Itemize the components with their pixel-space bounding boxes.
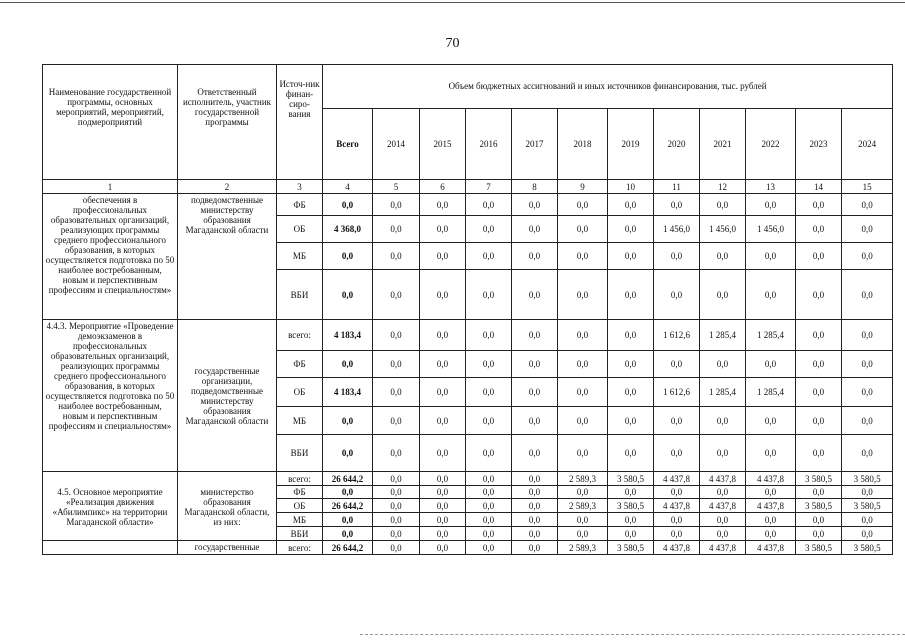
value-cell: 0,0 [842,194,893,216]
value-cell: 0,0 [654,270,700,320]
page-number: 70 [445,36,460,51]
source-cell: МБ [277,513,323,527]
value-cell: 0,0 [373,541,420,555]
value-cell: 3 580,5 [796,541,842,555]
value-cell: 0,0 [796,243,842,270]
value-cell: 0,0 [373,486,420,499]
value-cell: 0,0 [558,243,608,270]
value-cell: 0,0 [512,351,558,378]
value-cell: 4 437,8 [746,541,796,555]
value-cell: 0,0 [420,407,466,435]
value-cell: 2 589,3 [558,472,608,486]
total-cell: 0,0 [323,435,373,472]
total-cell: 26 644,2 [323,541,373,555]
value-cell: 3 580,5 [608,499,654,513]
value-cell: 0,0 [512,243,558,270]
value-cell: 0,0 [512,270,558,320]
value-cell: 0,0 [700,243,746,270]
total-cell: 0,0 [323,270,373,320]
executor-cell: государственные организации, подведомственные министерству образования Магаданской области [178,320,277,472]
value-cell: 3 580,5 [608,472,654,486]
value-cell: 0,0 [466,216,512,243]
value-cell: 0,0 [466,499,512,513]
value-cell: 0,0 [608,407,654,435]
value-cell: 0,0 [466,320,512,351]
top-rule [0,2,905,3]
bottom-rule [360,634,905,635]
source-cell: всего: [277,320,323,351]
value-cell: 0,0 [654,513,700,527]
header-year: 2023 [796,108,842,179]
total-cell: 0,0 [323,351,373,378]
value-cell: 0,0 [373,378,420,407]
value-cell: 0,0 [654,407,700,435]
value-cell: 0,0 [608,194,654,216]
value-cell: 0,0 [466,351,512,378]
value-cell: 0,0 [746,527,796,541]
value-cell: 0,0 [420,194,466,216]
total-cell: 4 368,0 [323,216,373,243]
column-number-row [43,180,893,194]
value-cell: 0,0 [373,216,420,243]
value-cell: 0,0 [420,541,466,555]
value-cell: 0,0 [796,407,842,435]
value-cell: 0,0 [466,243,512,270]
value-cell: 0,0 [373,243,420,270]
value-cell: 0,0 [654,527,700,541]
value-cell: 0,0 [654,486,700,499]
value-cell: 1 612,6 [654,320,700,351]
value-cell: 0,0 [796,513,842,527]
column-number: 10 [608,180,654,194]
value-cell: 0,0 [608,378,654,407]
column-number: 7 [466,180,512,194]
value-cell: 0,0 [746,435,796,472]
value-cell: 0,0 [466,486,512,499]
column-number: 12 [700,180,746,194]
header-year: 2024 [842,108,893,179]
value-cell: 0,0 [420,320,466,351]
value-cell: 0,0 [654,435,700,472]
value-cell: 1 456,0 [746,216,796,243]
value-cell: 0,0 [796,527,842,541]
value-cell: 0,0 [842,527,893,541]
value-cell: 0,0 [608,216,654,243]
source-cell: ФБ [277,486,323,499]
value-cell: 0,0 [746,194,796,216]
value-cell: 0,0 [373,513,420,527]
header-year: 2018 [558,108,608,179]
value-cell: 0,0 [842,378,893,407]
header-year: 2014 [373,108,420,179]
value-cell: 0,0 [654,194,700,216]
program-name-cell: обеспечения в профессиональных образовательных организаций, реализующих программы среднего профессионального образования, в которых осуществляется подготовка по 50 наиболее востребованным, новым и перспективным профессиям и специальностям» [43,194,178,320]
value-cell: 0,0 [842,486,893,499]
value-cell: 1 456,0 [654,216,700,243]
executor-cell: подведомственные министерству образования Магаданской области [178,194,277,320]
column-number: 8 [512,180,558,194]
value-cell: 4 437,8 [700,472,746,486]
source-cell: ФБ [277,194,323,216]
value-cell: 1 285,4 [700,320,746,351]
source-cell: ВБИ [277,270,323,320]
data-row [43,320,893,351]
value-cell: 0,0 [373,472,420,486]
program-name-cell [43,541,178,555]
column-number: 9 [558,180,608,194]
value-cell: 4 437,8 [654,541,700,555]
value-cell: 0,0 [558,216,608,243]
program-name-cell: 4.4.3. Мероприятие «Проведение демоэкзаменов в профессиональных образовательных организаций, реализующих программы среднего профессионального образования, в которых осуществляется подготовка по 50 наиболее востребованным, новым и перспективным профессиям и специальностям» [43,320,178,472]
value-cell: 0,0 [654,351,700,378]
value-cell: 0,0 [700,435,746,472]
data-row [43,472,893,486]
value-cell: 0,0 [373,407,420,435]
value-cell: 0,0 [842,407,893,435]
value-cell: 0,0 [608,351,654,378]
header-budget-group: Объем бюджетных ассигнований и иных источников финансирования, тыс. рублей [323,65,893,109]
value-cell: 0,0 [700,194,746,216]
header-year: 2021 [700,108,746,179]
value-cell: 0,0 [512,499,558,513]
value-cell: 0,0 [842,243,893,270]
value-cell: 0,0 [558,486,608,499]
header-year: 2022 [746,108,796,179]
value-cell: 0,0 [608,513,654,527]
value-cell: 0,0 [842,513,893,527]
value-cell: 0,0 [420,486,466,499]
value-cell: 0,0 [608,435,654,472]
total-cell: 26 644,2 [323,472,373,486]
value-cell: 0,0 [420,216,466,243]
source-cell: ОБ [277,499,323,513]
value-cell: 0,0 [512,194,558,216]
column-number: 5 [373,180,420,194]
value-cell: 1 285,4 [700,378,746,407]
value-cell: 4 437,8 [654,472,700,486]
value-cell: 0,0 [654,243,700,270]
value-cell: 0,0 [746,351,796,378]
value-cell: 0,0 [466,541,512,555]
value-cell: 0,0 [420,435,466,472]
value-cell: 0,0 [796,378,842,407]
value-cell: 0,0 [558,527,608,541]
source-cell: ВБИ [277,435,323,472]
source-cell: МБ [277,243,323,270]
value-cell: 0,0 [558,407,608,435]
column-number: 2 [178,180,277,194]
value-cell: 0,0 [700,513,746,527]
value-cell: 0,0 [512,513,558,527]
value-cell: 0,0 [466,513,512,527]
value-cell: 0,0 [512,378,558,407]
header-year: 2017 [512,108,558,179]
column-number: 6 [420,180,466,194]
value-cell: 0,0 [796,194,842,216]
column-number: 13 [746,180,796,194]
total-cell: 0,0 [323,513,373,527]
value-cell: 0,0 [700,486,746,499]
value-cell: 3 580,5 [842,541,893,555]
column-number: 15 [842,180,893,194]
value-cell: 0,0 [420,351,466,378]
data-row [43,541,893,555]
header-executor: Ответственный исполнитель, участник государственной программы [178,65,277,180]
total-cell: 26 644,2 [323,499,373,513]
value-cell: 0,0 [373,499,420,513]
value-cell: 0,0 [373,435,420,472]
value-cell: 1 285,4 [746,378,796,407]
total-cell: 0,0 [323,486,373,499]
column-number: 3 [277,180,323,194]
value-cell: 0,0 [842,351,893,378]
total-cell: 0,0 [323,194,373,216]
value-cell: 0,0 [466,378,512,407]
value-cell: 0,0 [373,320,420,351]
value-cell: 0,0 [796,351,842,378]
column-number: 11 [654,180,700,194]
value-cell: 0,0 [466,435,512,472]
value-cell: 0,0 [842,270,893,320]
total-cell: 0,0 [323,407,373,435]
value-cell: 4 437,8 [746,499,796,513]
source-cell: МБ [277,407,323,435]
value-cell: 3 580,5 [796,472,842,486]
value-cell: 0,0 [700,407,746,435]
value-cell: 1 612,6 [654,378,700,407]
header-funding-source: Источ-ник финан-сиро-вания [277,65,323,180]
value-cell: 0,0 [420,527,466,541]
source-cell: ВБИ [277,527,323,541]
value-cell: 0,0 [466,472,512,486]
budget-table [42,64,893,555]
total-cell: 0,0 [323,527,373,541]
program-name-cell: 4.5. Основное мероприятие «Реализация движения «Абилимпикс» на территории Магаданской области» [43,472,178,541]
value-cell: 0,0 [608,486,654,499]
value-cell: 0,0 [373,270,420,320]
value-cell: 3 580,5 [796,499,842,513]
header-row [43,65,893,109]
value-cell: 0,0 [420,243,466,270]
value-cell: 0,0 [746,486,796,499]
value-cell: 0,0 [466,194,512,216]
source-cell: всего: [277,541,323,555]
header-year: 2016 [466,108,512,179]
value-cell: 0,0 [746,270,796,320]
value-cell: 0,0 [700,351,746,378]
source-cell: всего: [277,472,323,486]
value-cell: 0,0 [373,351,420,378]
value-cell: 0,0 [608,320,654,351]
value-cell: 1 456,0 [700,216,746,243]
header-year: 2015 [420,108,466,179]
value-cell: 0,0 [466,270,512,320]
value-cell: 0,0 [512,486,558,499]
value-cell: 0,0 [608,243,654,270]
total-cell: 4 183,4 [323,320,373,351]
value-cell: 4 437,8 [654,499,700,513]
value-cell: 0,0 [373,527,420,541]
header-total: Всего [323,108,373,179]
value-cell: 1 285,4 [746,320,796,351]
value-cell: 0,0 [420,270,466,320]
source-cell: ФБ [277,351,323,378]
value-cell: 0,0 [842,435,893,472]
value-cell: 3 580,5 [842,499,893,513]
value-cell: 0,0 [512,527,558,541]
header-year: 2020 [654,108,700,179]
value-cell: 0,0 [420,378,466,407]
value-cell: 0,0 [512,407,558,435]
value-cell: 4 437,8 [700,499,746,513]
value-cell: 0,0 [466,407,512,435]
value-cell: 0,0 [608,527,654,541]
value-cell: 0,0 [512,541,558,555]
value-cell: 4 437,8 [746,472,796,486]
executor-cell: министерство образования Магаданской области, из них: [178,472,277,541]
source-cell: ОБ [277,378,323,407]
value-cell: 3 580,5 [842,472,893,486]
column-number: 14 [796,180,842,194]
total-cell: 4 183,4 [323,378,373,407]
value-cell: 0,0 [842,216,893,243]
value-cell: 2 589,3 [558,541,608,555]
column-number: 4 [323,180,373,194]
value-cell: 0,0 [796,435,842,472]
value-cell: 0,0 [558,320,608,351]
value-cell: 0,0 [796,486,842,499]
value-cell: 0,0 [796,270,842,320]
value-cell: 0,0 [746,407,796,435]
data-row [43,194,893,216]
value-cell: 0,0 [512,320,558,351]
source-cell: ОБ [277,216,323,243]
value-cell: 0,0 [420,472,466,486]
value-cell: 0,0 [796,216,842,243]
value-cell: 0,0 [420,499,466,513]
value-cell: 0,0 [558,435,608,472]
value-cell: 0,0 [512,472,558,486]
value-cell: 0,0 [700,270,746,320]
value-cell: 0,0 [558,351,608,378]
value-cell: 0,0 [558,378,608,407]
value-cell: 0,0 [420,513,466,527]
value-cell: 0,0 [842,320,893,351]
total-cell: 0,0 [323,243,373,270]
value-cell: 0,0 [512,216,558,243]
value-cell: 0,0 [558,270,608,320]
value-cell: 2 589,3 [558,499,608,513]
value-cell: 0,0 [746,513,796,527]
column-number: 1 [43,180,178,194]
value-cell: 0,0 [558,194,608,216]
header-program-name: Наименование государственной программы, основных мероприятий, мероприятий, подмероприятий [43,65,178,180]
value-cell: 0,0 [796,320,842,351]
value-cell: 0,0 [700,527,746,541]
value-cell: 0,0 [558,513,608,527]
value-cell: 3 580,5 [608,541,654,555]
value-cell: 0,0 [373,194,420,216]
header-year: 2019 [608,108,654,179]
value-cell: 0,0 [608,270,654,320]
value-cell: 0,0 [746,243,796,270]
executor-cell: государственные [178,541,277,555]
value-cell: 0,0 [512,435,558,472]
value-cell: 4 437,8 [700,541,746,555]
value-cell: 0,0 [466,527,512,541]
